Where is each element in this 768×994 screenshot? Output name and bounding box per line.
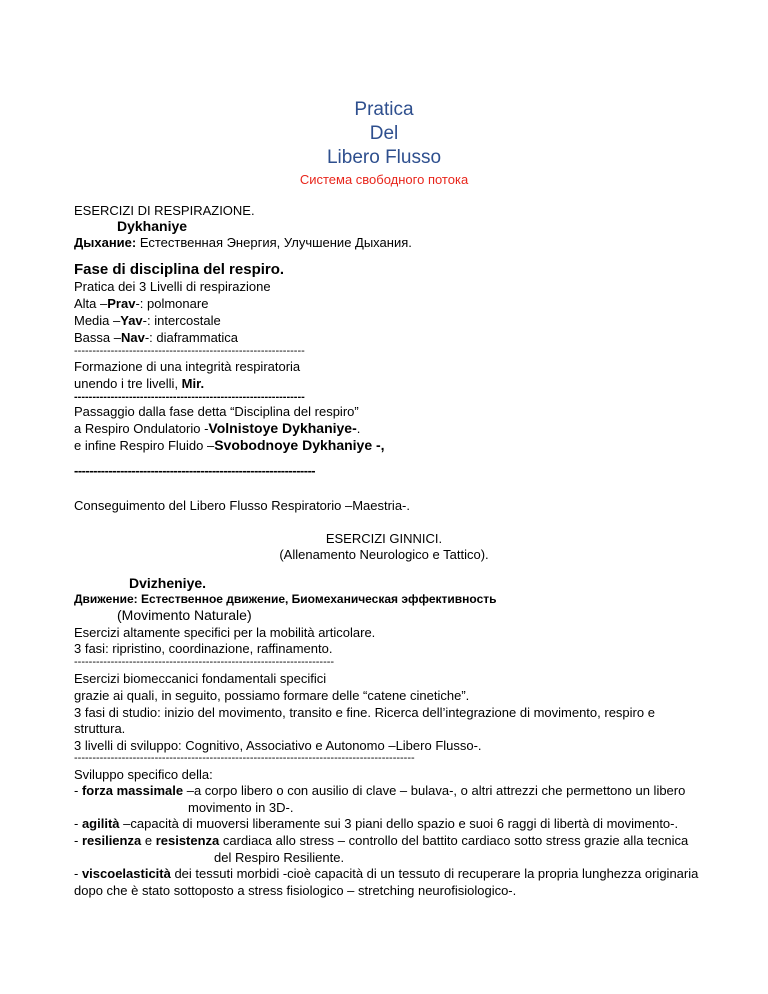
bullet-viscoelasticity — [74, 866, 698, 882]
passage-line-2-a: a Respiro Ondulatorio - — [74, 421, 209, 436]
section-breathing-heading: ESERCIZI DI RESPIRAZIONE. — [74, 203, 255, 218]
bullet-viscoelasticity-cont: dopo che è stato sottoposto a stress fisiologico – stretching neurofisiologico-. — [74, 883, 517, 898]
natural-movement: (Movimento Naturale) — [117, 607, 252, 623]
term-dvizheniye: Dvizheniye. — [129, 575, 207, 591]
passage-line-3-a: e infine Respiro Fluido – — [74, 438, 215, 453]
level-alta-a: Alta – — [74, 296, 108, 311]
bullet-agility — [74, 816, 678, 832]
bullet-viscoelasticity-a: - — [74, 866, 82, 881]
separator-1: --------------------------------------------------------------- — [74, 345, 305, 357]
level-media-c: -: intercostale — [142, 313, 221, 328]
bullet-resilience-e: cardiaca allo stress – controllo del battito cardiaco sotto stress grazie alla tecnica — [219, 833, 689, 848]
gym-line-7: 3 livelli di sviluppo: Cognitivo, Associativo e Autonomo –Libero Flusso-. — [74, 738, 482, 753]
level-bassa — [74, 330, 238, 346]
bullet-resilience-a: - — [74, 833, 82, 848]
separator-5: --------------------------------------------------------------------------------------------- — [74, 752, 415, 764]
level-bassa-c: -: diaframmatica — [144, 330, 239, 345]
section-gym-subheading: (Allenamento Neurologico e Tattico). — [279, 547, 489, 562]
formation-line-2 — [74, 376, 204, 392]
gym-line-1: Esercizi altamente specifici per la mobilità articolare. — [74, 625, 376, 640]
passage-line-2-b: Volnistoye Dykhaniye- — [208, 420, 357, 436]
level-alta-c: -: polmonare — [135, 296, 209, 311]
passage-line-3 — [74, 437, 385, 454]
bullet-viscoelasticity-b: viscoelasticità — [81, 866, 171, 881]
passage-line-1: Passaggio dalla fase detta “Disciplina del respiro” — [74, 404, 359, 419]
term-dykhaniye: Dykhaniye — [117, 218, 188, 234]
bullet-agility-c: –capacità di muoversi liberamente sui 3 piani dello spazio e suoi 6 raggi di libertà di movimento-. — [119, 816, 679, 831]
passage-line-3-b: Svobodnoye Dykhaniye -, — [214, 437, 385, 453]
level-media-b: Yav — [120, 313, 143, 328]
passage-line-2-c: . — [356, 421, 361, 436]
level-media — [74, 313, 221, 329]
separator-4: ----------------------------------------------------------------------- — [74, 656, 335, 668]
bullet-strength-b: forza massimale — [81, 783, 184, 798]
title-line-2: Del — [369, 123, 399, 144]
level-media-a: Media – — [74, 313, 121, 328]
ru-movement-line: Движение: Естественное движение, Биомеханическая эффективность — [74, 592, 497, 606]
gym-line-3: Esercizi biomeccanici fondamentali specifici — [74, 671, 327, 686]
bullet-strength-cont: movimento in 3D-. — [188, 800, 294, 815]
ru-breathing-label: Дыхание: — [74, 235, 137, 250]
ru-breathing-line — [74, 235, 412, 251]
levels-line: Pratica dei 3 Livelli di respirazione — [74, 279, 271, 294]
bullet-strength — [74, 783, 685, 799]
bullet-agility-b: agilità — [81, 816, 120, 831]
subtitle: Система свободного потока — [299, 172, 469, 187]
formation-line-2-b: Mir. — [181, 376, 205, 391]
level-bassa-b: Nav — [120, 330, 145, 345]
separator-2: --------------------------------------------------------------- — [74, 391, 305, 403]
bullet-viscoelasticity-c: dei tessuti morbidi -cioè capacità di un tessuto di recuperare la propria lunghezza originaria — [170, 866, 699, 881]
title-line-3: Libero Flusso — [326, 147, 442, 168]
bullet-resilience-b: resilienza — [81, 833, 142, 848]
achievement-line: Conseguimento del Libero Flusso Respiratorio –Maestria-. — [74, 498, 410, 513]
bullet-agility-a: - — [74, 816, 82, 831]
level-alta — [74, 296, 208, 312]
bullet-resilience-c: e — [141, 833, 156, 848]
separator-3: --------------------------------------------------------------- — [74, 463, 316, 478]
gym-line-5: 3 fasi di studio: inizio del movimento, transito e fine. Ricerca dell’integrazione di movimento, respiro e — [74, 705, 655, 720]
bullet-resilience-cont: del Respiro Resiliente. — [214, 850, 345, 865]
gym-line-4: grazie ai quali, in seguito, possiamo formare delle “catene cinetiche”. — [74, 688, 470, 703]
gym-line-2: 3 fasi: ripristino, coordinazione, raffinamento. — [74, 641, 333, 656]
passage-line-2 — [74, 420, 360, 437]
bullet-resilience-d: resistenza — [155, 833, 220, 848]
bullet-strength-c: –a corpo libero o con ausilio di clave – bulava-, o altri attrezzi che permettono un libero — [183, 783, 686, 798]
formation-line-2-a: unendo i tre livelli, — [74, 376, 182, 391]
bullet-resilience — [74, 833, 688, 849]
gym-line-8: Sviluppo specifico della: — [74, 767, 213, 782]
formation-line-1: Formazione di una integrità respiratoria — [74, 359, 301, 374]
ru-breathing-text: Естественная Энергия, Улучшение Дыхания. — [136, 235, 412, 250]
level-alta-b: Prav — [107, 296, 136, 311]
level-bassa-a: Bassa – — [74, 330, 121, 345]
section-gym-heading: ESERCIZI GINNICI. — [325, 531, 443, 546]
title-line-1: Pratica — [354, 99, 414, 120]
gym-line-6: struttura. — [74, 721, 126, 736]
bullet-strength-a: - — [74, 783, 82, 798]
phase-heading: Fase di disciplina del respiro. — [74, 261, 285, 278]
